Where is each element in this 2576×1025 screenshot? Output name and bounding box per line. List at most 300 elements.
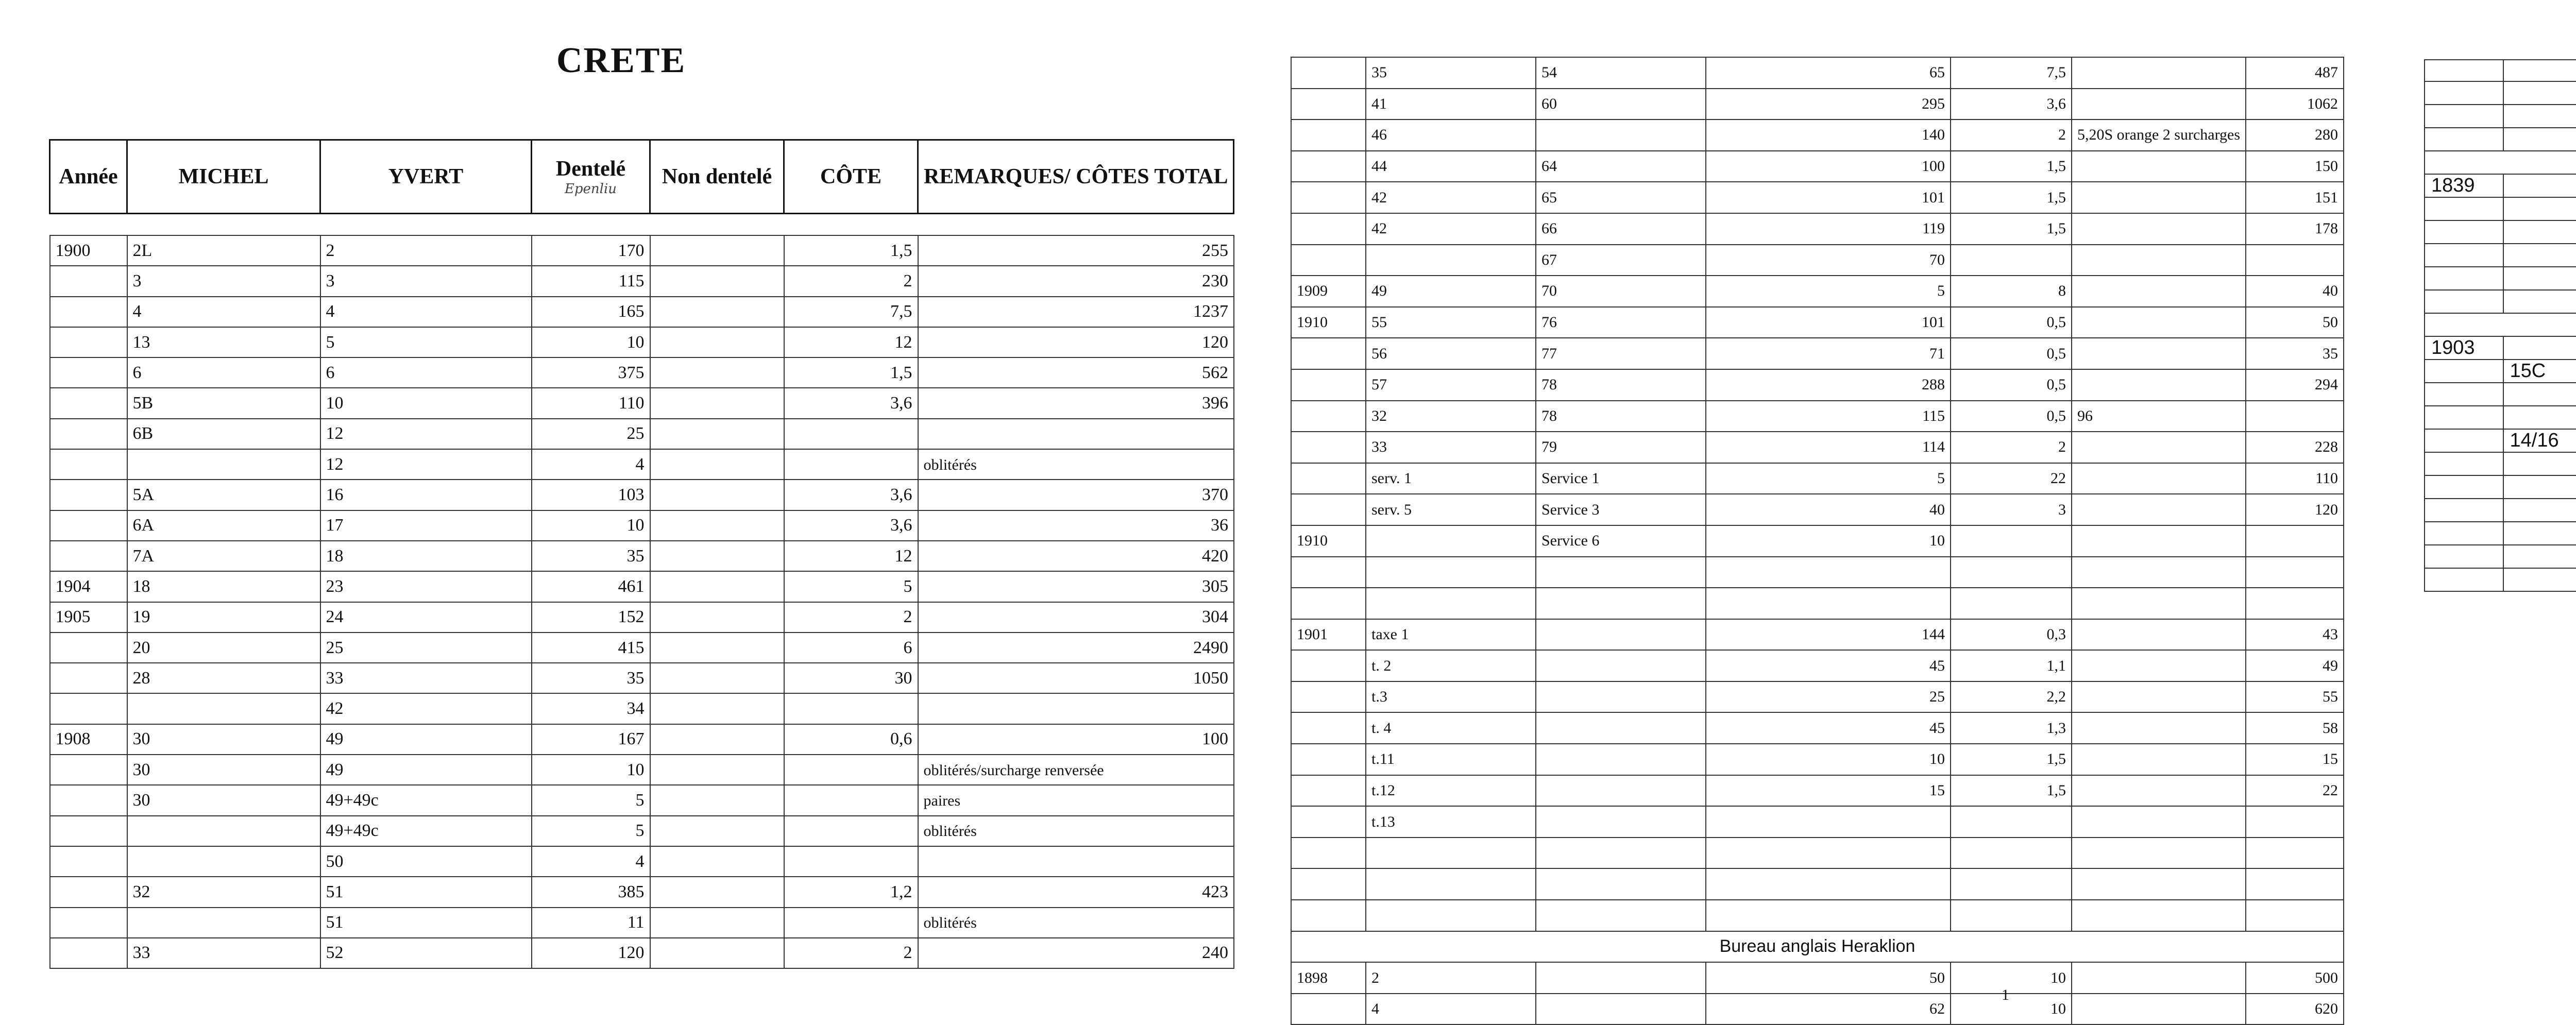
- table-row: [50, 755, 1234, 785]
- cell-total: 240: [1201, 943, 1228, 963]
- cell-michel: [2503, 452, 2576, 475]
- cell-remarques: [2072, 89, 2246, 120]
- cell-cote: [784, 693, 918, 724]
- cell-michel: 42: [1366, 182, 1536, 213]
- cell-cote: [784, 449, 918, 480]
- cell-remarques-total: [918, 388, 1234, 418]
- cell-dentele: 101: [1706, 307, 1951, 338]
- cell-total: 40: [2246, 276, 2344, 307]
- cell-non-dentele: [650, 633, 784, 663]
- cell-year: [2425, 429, 2503, 452]
- cell-yvert: 78: [1536, 401, 1706, 432]
- cell-non-dentele: [650, 327, 784, 357]
- cell-dentele: 119: [1706, 213, 1951, 245]
- cell-total: 294: [2246, 369, 2344, 401]
- cell-cote: [784, 785, 918, 815]
- cell-year: [2425, 81, 2503, 105]
- cell-total: 55: [2246, 681, 2344, 713]
- cell-yvert: 66: [1536, 213, 1706, 245]
- cell-michel: 42: [1366, 213, 1536, 245]
- cell-dentele: 288: [1706, 369, 1951, 401]
- cell-michel: [2503, 568, 2576, 591]
- cell-year: [50, 449, 127, 480]
- cell-remarques-total: [918, 327, 1234, 357]
- cell-total: [2246, 806, 2344, 838]
- cell-year: 1910: [1291, 525, 1366, 557]
- cell-total: 620: [2246, 994, 2344, 1025]
- cell-year: [1291, 994, 1366, 1025]
- cell-yvert: 25: [320, 633, 532, 663]
- cell-michel: [127, 449, 320, 480]
- cell-michel: 2: [1366, 962, 1536, 994]
- cell-dentele: 165: [532, 297, 650, 327]
- cell-year: [2425, 244, 2503, 267]
- cell-year: [1291, 712, 1366, 744]
- table-row: [50, 480, 1234, 510]
- cell-michel: [2503, 174, 2576, 197]
- cell-michel: 5A: [127, 480, 320, 510]
- table-row: [50, 235, 1234, 266]
- cell-yvert: 24: [320, 602, 532, 633]
- cell-michel: 41: [1366, 89, 1536, 120]
- cell-dentele: 10: [532, 755, 650, 785]
- cell-michel: [2503, 336, 2576, 360]
- cell-dentele: 25: [532, 419, 650, 449]
- cell-dentele: 100: [1706, 151, 1951, 182]
- handwritten-note: Epenliu: [564, 181, 617, 197]
- table-row: [1291, 494, 2344, 525]
- cell-dentele: 385: [532, 877, 650, 907]
- cell-remarques: [2072, 245, 2246, 276]
- cell-total: 280: [2246, 119, 2344, 151]
- table-row: [2425, 499, 2576, 522]
- table-row: [50, 724, 1234, 755]
- cell-year: [1291, 119, 1366, 151]
- cell-yvert: 4: [320, 297, 532, 327]
- cell-remarques-total: [918, 938, 1234, 968]
- cell-year: [50, 755, 127, 785]
- cell-cote: 30: [784, 663, 918, 693]
- table-row: [1291, 213, 2344, 245]
- cell-year: [1291, 494, 1366, 525]
- cell-year: [50, 541, 127, 571]
- cell-dentele: 144: [1706, 619, 1951, 651]
- cell-total: 15: [2246, 744, 2344, 775]
- cell-year: [2425, 105, 2503, 128]
- cell-cote: [784, 419, 918, 449]
- cell-remarques: [2072, 838, 2246, 869]
- cell-michel: serv. 5: [1366, 494, 1536, 525]
- cell-year: [1291, 338, 1366, 369]
- cell-non-dentele: [650, 663, 784, 693]
- header-michel: MICHEL: [127, 140, 320, 214]
- cell-total: [2246, 900, 2344, 931]
- table-row: [2425, 545, 2576, 568]
- cell-michel: [1366, 245, 1536, 276]
- cell-year: [2425, 475, 2503, 499]
- cell-total: 305: [1201, 576, 1228, 596]
- stamp-table-right: [2424, 59, 2576, 592]
- cell-remarques: [2072, 432, 2246, 463]
- cell-remarques: [2072, 182, 2246, 213]
- cell-yvert: 6: [320, 357, 532, 388]
- cell-total: 255: [1201, 241, 1228, 260]
- cell-remarques: [2072, 557, 2246, 588]
- cell-cote: 2: [784, 266, 918, 296]
- cell-remarques: paires: [923, 792, 961, 809]
- cell-dentele: [1706, 868, 1951, 900]
- cell-michel: [1366, 838, 1536, 869]
- cell-yvert: 77: [1536, 338, 1706, 369]
- cell-michel: 55: [1366, 307, 1536, 338]
- cell-year: [2425, 545, 2503, 568]
- cell-michel: 3: [127, 266, 320, 296]
- cell-dentele: 25: [1706, 681, 1951, 713]
- cell-cote: 0,5: [1951, 401, 2072, 432]
- table-row: [1291, 712, 2344, 744]
- cell-dentele: 45: [1706, 650, 1951, 681]
- section-row: [2425, 313, 2576, 336]
- cell-dentele: [1706, 838, 1951, 869]
- cell-yvert: [1536, 119, 1706, 151]
- cell-remarques-total: [918, 235, 1234, 266]
- cell-remarques-total: [918, 480, 1234, 510]
- cell-year: [2425, 522, 2503, 545]
- table-row: [2425, 336, 2576, 360]
- table-row: [1291, 432, 2344, 463]
- header-yvert: YVERT: [320, 140, 532, 214]
- table-row: [50, 510, 1234, 541]
- table-row: [1291, 994, 2344, 1025]
- cell-yvert: 49: [320, 724, 532, 755]
- cell-dentele: 71: [1706, 338, 1951, 369]
- cell-year: 1900: [50, 235, 127, 266]
- cell-year: [2425, 568, 2503, 591]
- cell-michel: 18: [127, 571, 320, 602]
- cell-year: [2425, 383, 2503, 406]
- cell-dentele: 62: [1706, 994, 1951, 1025]
- table-row: [1291, 369, 2344, 401]
- cell-yvert: [1536, 994, 1706, 1025]
- cell-total: 110: [2246, 463, 2344, 494]
- table-row: [1291, 401, 2344, 432]
- cell-cote: 3,6: [784, 510, 918, 541]
- cell-michel: 19: [127, 602, 320, 633]
- cell-remarques: [2072, 962, 2246, 994]
- cell-remarques: [2072, 588, 2246, 619]
- cell-remarques: [2072, 712, 2246, 744]
- header-annee: Année: [50, 140, 127, 214]
- cell-yvert: 49+49c: [320, 785, 532, 815]
- cell-dentele: 5: [1706, 276, 1951, 307]
- table-row: [2425, 197, 2576, 220]
- table-row: [1291, 89, 2344, 120]
- table-row: [2425, 174, 2576, 197]
- cell-remarques-total: [918, 266, 1234, 296]
- cell-year: [1291, 245, 1366, 276]
- table-row: [2425, 60, 2576, 81]
- cell-remarques-total: [918, 693, 1234, 724]
- cell-michel: serv. 1: [1366, 463, 1536, 494]
- cell-yvert: 18: [320, 541, 532, 571]
- cell-dentele: [1706, 900, 1951, 931]
- cell-non-dentele: [650, 571, 784, 602]
- cell-dentele: 152: [532, 602, 650, 633]
- cell-year: [50, 327, 127, 357]
- spacer-row: [50, 214, 1234, 236]
- cell-michel: 6B: [127, 419, 320, 449]
- cell-michel: 35: [1366, 57, 1536, 89]
- cell-michel: t.13: [1366, 806, 1536, 838]
- cell-remarques: [2072, 744, 2246, 775]
- cell-yvert: [1536, 619, 1706, 651]
- table-row: [1291, 151, 2344, 182]
- cell-michel: [2503, 81, 2576, 105]
- table-row: [1291, 962, 2344, 994]
- header-cote: CÔTE: [784, 140, 918, 214]
- table-row: [50, 419, 1234, 449]
- cell-michel: t.11: [1366, 744, 1536, 775]
- cell-yvert: 17: [320, 510, 532, 541]
- cell-michel: t. 2: [1366, 650, 1536, 681]
- cell-yvert: [1536, 712, 1706, 744]
- cell-cote: [1951, 525, 2072, 557]
- cell-yvert: 23: [320, 571, 532, 602]
- cell-dentele: 110: [532, 388, 650, 418]
- table-row: [2425, 128, 2576, 151]
- header-dentele: [532, 140, 650, 214]
- cell-non-dentele: [650, 693, 784, 724]
- cell-cote: 1,1: [1951, 650, 2072, 681]
- cell-year: [50, 693, 127, 724]
- cell-dentele: 167: [532, 724, 650, 755]
- cell-michel: [2503, 105, 2576, 128]
- table-row: [50, 816, 1234, 846]
- cell-remarques-total: [918, 633, 1234, 663]
- cell-dentele: 40: [1706, 494, 1951, 525]
- cell-michel: 30: [127, 724, 320, 755]
- cell-michel: 32: [127, 877, 320, 907]
- cell-cote: [784, 846, 918, 877]
- cell-cote: 8: [1951, 276, 2072, 307]
- cell-remarques: [2072, 307, 2246, 338]
- cell-year: 1908: [50, 724, 127, 755]
- table-row: [2425, 475, 2576, 499]
- cell-total: [2246, 245, 2344, 276]
- cell-michel: [2503, 244, 2576, 267]
- cell-remarques: [2072, 775, 2246, 807]
- table-row: [1291, 463, 2344, 494]
- cell-total: 35: [2246, 338, 2344, 369]
- cell-yvert: 10: [320, 388, 532, 418]
- section-rethymo: [2425, 151, 2576, 174]
- cell-michel: 6A: [127, 510, 320, 541]
- table-row: [1291, 57, 2344, 89]
- cell-michel: 2L: [127, 235, 320, 266]
- cell-michel: [2503, 60, 2576, 81]
- cell-michel: 20: [127, 633, 320, 663]
- table-row: [2425, 105, 2576, 128]
- cell-michel: [2503, 267, 2576, 290]
- cell-dentele: 10: [1706, 744, 1951, 775]
- cell-year: [50, 419, 127, 449]
- cell-cote: [1951, 838, 2072, 869]
- cell-dentele: 10: [532, 510, 650, 541]
- cell-total: [2246, 557, 2344, 588]
- cell-non-dentele: [650, 877, 784, 907]
- table-row: [50, 297, 1234, 327]
- cell-yvert: 76: [1536, 307, 1706, 338]
- cell-michel: 30: [127, 755, 320, 785]
- table-row: [50, 785, 1234, 815]
- cell-michel: [1366, 588, 1536, 619]
- cell-cote: 1,5: [784, 357, 918, 388]
- cell-year: [1291, 463, 1366, 494]
- cell-non-dentele: [650, 235, 784, 266]
- cell-yvert: 3: [320, 266, 532, 296]
- table-row: [2425, 383, 2576, 406]
- cell-michel: 4: [127, 297, 320, 327]
- cell-michel: [127, 693, 320, 724]
- cell-dentele: 10: [532, 327, 650, 357]
- cell-year: [1291, 775, 1366, 807]
- cell-remarques: [2072, 994, 2246, 1025]
- cell-yvert: [1536, 681, 1706, 713]
- cell-yvert: 2: [320, 235, 532, 266]
- cell-michel: [127, 908, 320, 938]
- table-row: [2425, 568, 2576, 591]
- table-row: [1291, 619, 2344, 651]
- cell-total: 49: [2246, 650, 2344, 681]
- cell-yvert: 51: [320, 908, 532, 938]
- table-row: [50, 877, 1234, 907]
- cell-cote: 0,6: [784, 724, 918, 755]
- cell-dentele: 5: [532, 785, 650, 815]
- cell-cote: 7,5: [784, 297, 918, 327]
- cell-dentele: 4: [532, 846, 650, 877]
- cell-dentele: [1706, 806, 1951, 838]
- header-non-dentele: Non dentelé: [650, 140, 784, 214]
- cell-dentele: 120: [532, 938, 650, 968]
- page-title: CRETE: [556, 41, 686, 80]
- cell-yvert: Service 6: [1536, 525, 1706, 557]
- stamp-table-left: [49, 139, 1234, 969]
- cell-remarques: [2072, 806, 2246, 838]
- table-row: [50, 633, 1234, 663]
- cell-total: 100: [1201, 729, 1228, 749]
- cell-cote: 0,3: [1951, 619, 2072, 651]
- cell-cote: 1,2: [784, 877, 918, 907]
- cell-total: [2246, 588, 2344, 619]
- table-row: [1291, 588, 2344, 619]
- cell-yvert: 33: [320, 663, 532, 693]
- cell-remarques-total: [918, 877, 1234, 907]
- cell-year: [2425, 406, 2503, 429]
- cell-total: 1237: [1193, 302, 1228, 321]
- cell-michel: 7A: [127, 541, 320, 571]
- table-row: [1291, 681, 2344, 713]
- cell-michel: 49: [1366, 276, 1536, 307]
- cell-cote: [1951, 868, 2072, 900]
- cell-total: 420: [1201, 546, 1228, 566]
- cell-yvert: 60: [1536, 89, 1706, 120]
- cell-remarques: [2072, 338, 2246, 369]
- cell-year: [1291, 650, 1366, 681]
- cell-year: [2425, 290, 2503, 313]
- table-row: [1291, 744, 2344, 775]
- table-row: [50, 327, 1234, 357]
- cell-yvert: 16: [320, 480, 532, 510]
- cell-michel: taxe 1: [1366, 619, 1536, 651]
- cell-yvert: 70: [1536, 276, 1706, 307]
- cell-dentele: 70: [1706, 245, 1951, 276]
- cell-non-dentele: [650, 846, 784, 877]
- cell-remarques-total: [918, 908, 1234, 938]
- cell-remarques: oblitérés: [923, 456, 977, 473]
- cell-year: [2425, 60, 2503, 81]
- cell-yvert: 12: [320, 419, 532, 449]
- cell-cote: 2: [1951, 432, 2072, 463]
- cell-total: 151: [2246, 182, 2344, 213]
- cell-dentele: 415: [532, 633, 650, 663]
- cell-cote: [1951, 245, 2072, 276]
- cell-year: [1291, 900, 1366, 931]
- cell-remarques: 96: [2072, 401, 2246, 432]
- cell-remarques-total: [918, 419, 1234, 449]
- cell-michel: [1366, 525, 1536, 557]
- table-row: [50, 357, 1234, 388]
- cell-michel: [127, 846, 320, 877]
- cell-year: [50, 633, 127, 663]
- cell-remarques: [2072, 681, 2246, 713]
- cell-total: 228: [2246, 432, 2344, 463]
- cell-michel: 13: [127, 327, 320, 357]
- cell-remarques: [2072, 369, 2246, 401]
- cell-year: [1291, 744, 1366, 775]
- table-row: [50, 846, 1234, 877]
- table-row: [50, 693, 1234, 724]
- cell-remarques: [2072, 57, 2246, 89]
- cell-michel: 44: [1366, 151, 1536, 182]
- cell-cote: 2: [784, 938, 918, 968]
- cell-total: [2246, 401, 2344, 432]
- cell-cote: [784, 816, 918, 846]
- cell-remarques-total: [918, 755, 1234, 785]
- cell-year: 1904: [50, 571, 127, 602]
- table-row: [2425, 360, 2576, 383]
- cell-cote: [784, 755, 918, 785]
- cell-michel: 30: [127, 785, 320, 815]
- cell-michel: [1366, 557, 1536, 588]
- cell-yvert: [1536, 650, 1706, 681]
- cell-cote: 10: [1951, 994, 2072, 1025]
- cell-year: [1291, 681, 1366, 713]
- cell-michel: 33: [127, 938, 320, 968]
- table-row: [50, 388, 1234, 418]
- cell-non-dentele: [650, 724, 784, 755]
- section-row: [1291, 931, 2344, 963]
- section-heraklion: Bureau anglais Heraklion: [1291, 931, 2344, 963]
- table-row: [1291, 276, 2344, 307]
- cell-year: [50, 908, 127, 938]
- cell-michel: [2503, 128, 2576, 151]
- cell-yvert: 12: [320, 449, 532, 480]
- cell-total: [2246, 838, 2344, 869]
- cell-dentele: 115: [532, 266, 650, 296]
- cell-cote: [1951, 900, 2072, 931]
- cell-dentele: 35: [532, 541, 650, 571]
- cell-total: 304: [1201, 607, 1228, 627]
